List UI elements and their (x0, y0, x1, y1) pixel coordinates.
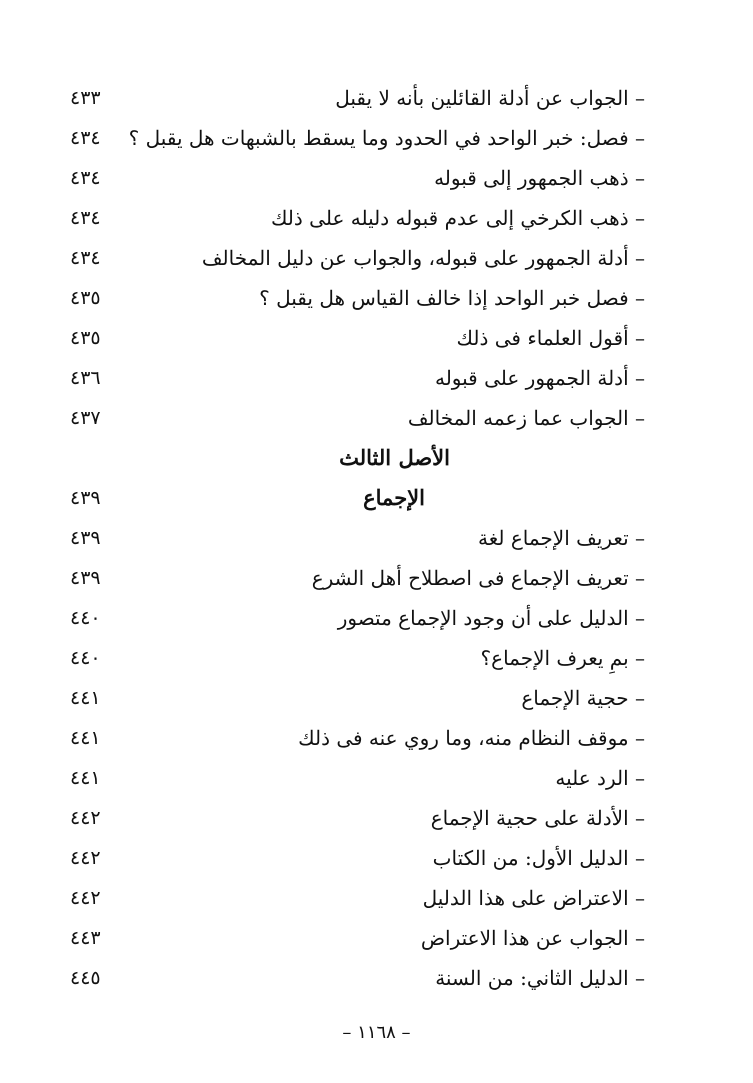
toc-entry-page: ٤٣٤ (70, 207, 101, 229)
toc-entry-title: – أدلة الجمهور على قبوله (434, 366, 645, 390)
toc-entry-title: – الجواب عما زعمه المخالف (407, 406, 645, 430)
toc-entry-title: – موقف النظام منه، وما روي عنه فى ذلك (298, 726, 645, 750)
toc-entry (70, 158, 645, 198)
toc-entry-title: – الرد عليه (555, 766, 645, 790)
toc-entry (70, 678, 645, 718)
toc-entry (70, 198, 645, 238)
toc-entry-page: ٤٤٢ (70, 847, 101, 869)
toc-entry (70, 358, 645, 398)
toc-entry-title: – تعريف الإجماع لغة (478, 526, 645, 550)
toc-entry-title: الإجماع (363, 485, 425, 510)
toc-entry (70, 318, 645, 358)
toc-entry-title: – ذهب الجمهور إلى قبوله (434, 166, 645, 190)
page-number: – ١١٦٨ – (342, 1022, 411, 1043)
toc-entry-page: ٤٤٢ (70, 807, 101, 829)
toc-entry-title: – الجواب عن أدلة القائلين بأنه لا يقبل (335, 86, 645, 110)
section-heading (70, 478, 645, 518)
toc-entry (70, 838, 645, 878)
toc-entry-page: ٤٤٠ (70, 607, 101, 629)
toc-entry (70, 278, 645, 318)
toc-entry-page: ٤٣٩ (70, 487, 101, 509)
toc-entry-title: – الاعتراض على هذا الدليل (422, 886, 645, 910)
toc-entry-page: ٤٣٣ (70, 87, 101, 109)
toc-entry (70, 398, 645, 438)
toc-entry (70, 638, 645, 678)
toc-entry-title: – تعريف الإجماع فى اصطلاح أهل الشرع (311, 566, 645, 590)
toc-entry-title: – الدليل الثاني: من السنة (435, 966, 645, 990)
toc-entry-page: ٤٣٤ (70, 127, 101, 149)
toc-entry-page: ٤٣٩ (70, 567, 101, 589)
toc-entry-page: ٤٤٣ (70, 927, 101, 949)
toc-entry-page: ٤٣٥ (70, 287, 101, 309)
toc-entry-title: – حجية الإجماع (521, 686, 645, 710)
toc-entry-page: ٤٤١ (70, 727, 101, 749)
table-of-contents (70, 78, 645, 998)
toc-entry-page: ٤٤٢ (70, 887, 101, 909)
toc-entry-page: ٤٤٥ (70, 967, 101, 989)
toc-entry-title: – الأدلة على حجية الإجماع (430, 806, 645, 830)
toc-entry-page: ٤٣٧ (70, 407, 101, 429)
toc-entry-title: – بمِ يعرف الإجماع؟ (480, 646, 645, 670)
toc-entry-page: ٤٤١ (70, 687, 101, 709)
toc-entry (70, 718, 645, 758)
toc-entry (70, 118, 645, 158)
toc-entry (70, 518, 645, 558)
toc-entry (70, 238, 645, 278)
toc-entry-title: – الدليل الأول: من الكتاب (432, 846, 645, 870)
toc-entry (70, 878, 645, 918)
section-heading (70, 438, 645, 478)
toc-entry-title: – أقول العلماء فى ذلك (456, 326, 645, 350)
toc-entry-title: – الدليل على أن وجود الإجماع متصور (337, 606, 645, 630)
toc-entry-page: ٤٣٦ (70, 367, 101, 389)
toc-entry-title: – الجواب عن هذا الاعتراض (420, 926, 645, 950)
toc-entry-title: – فصل: خبر الواحد في الحدود وما يسقط بالشبهات هل يقبل ؟ (128, 126, 645, 150)
toc-entry (70, 78, 645, 118)
toc-entry (70, 958, 645, 998)
toc-entry (70, 598, 645, 638)
toc-entry-page: ٤٣٤ (70, 247, 101, 269)
toc-entry (70, 918, 645, 958)
toc-entry-page: ٤٣٥ (70, 327, 101, 349)
toc-entry-title: – ذهب الكرخي إلى عدم قبوله دليله على ذلك (270, 206, 645, 230)
toc-entry-page: ٤٣٩ (70, 527, 101, 549)
toc-entry (70, 758, 645, 798)
toc-entry-page: ٤٤١ (70, 767, 101, 789)
toc-entry-title: الأصل الثالث (339, 445, 450, 470)
toc-entry (70, 558, 645, 598)
toc-entry-page: ٤٣٤ (70, 167, 101, 189)
toc-entry (70, 798, 645, 838)
toc-entry-page: ٤٤٠ (70, 647, 101, 669)
toc-entry-title: – فصل خبر الواحد إذا خالف القياس هل يقبل ؟ (259, 286, 645, 310)
toc-entry-title: – أدلة الجمهور على قبوله، والجواب عن دليل المخالف (201, 246, 645, 270)
